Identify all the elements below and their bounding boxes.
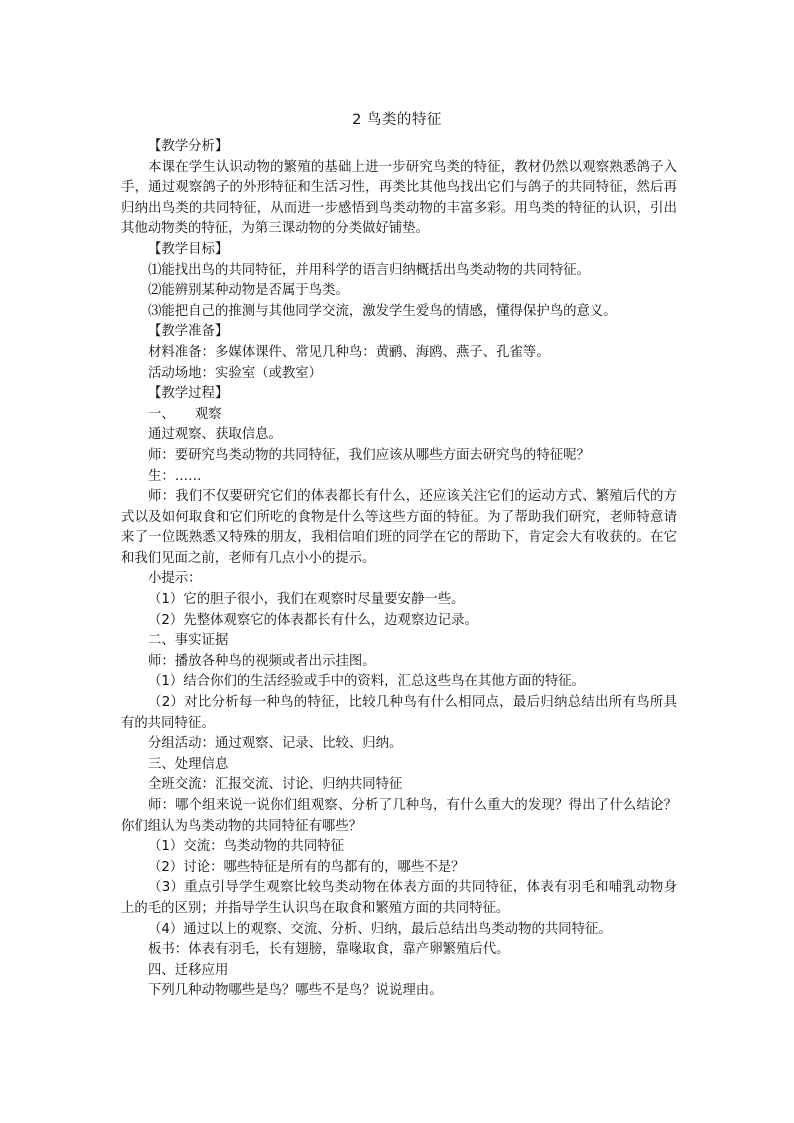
document-title: 2 鸟类的特征 — [352, 112, 442, 128]
paragraph-text: 通过观察、获取信息。 — [148, 427, 282, 443]
document-body — [121, 137, 677, 1002]
list-item: （2）对比分析每一种鸟的特征，比较几种鸟有什么相同点，最后归纳总结出所有鸟所具有的共同特征。 — [121, 695, 677, 731]
list-item: （2）讨论：哪些特征是所有的鸟都有的，哪些不是？ — [148, 859, 465, 875]
list-item: （1）它的胆子很小，我们在观察时尽量要安静一些。 — [148, 592, 465, 608]
section-heading-analysis: 【教学分析】 — [148, 139, 229, 154]
section-heading-process: 【教学过程】 — [148, 386, 229, 402]
list-item: （3）重点引导学生观察比较鸟类动物在体表方面的共同特征，体表有羽毛和哺乳动物身上的毛的区别；并指导学生认识鸟在取食和繁殖方面的共同特征。 — [121, 880, 677, 916]
paragraph-text: 下列几种动物哪些是鸟？哪些不是鸟？说说理由。 — [148, 983, 443, 999]
paragraph-text: 师：我们不仅要研究它们的体表都长有什么，还应该关注它们的运动方式、繁殖后代的方式以及如何取食和它们所吃的食物是什么等这些方面的特征。为了帮助我们研究，老师特意请来了一位既熟悉又特殊的朋友，我相信咱们班的同学在它的帮助下，肯定会大有收获的。在它和我们见面之前，老师有几点小小的提示。 — [121, 489, 677, 566]
step-heading-observe: 一、 观察 — [148, 406, 222, 422]
paragraph-text: 师：哪个组来说一说你们组观察、分析了几种鸟，有什么重大的发现？得出了什么结论？你们组认为鸟类动物的共同特征有哪些？ — [121, 798, 677, 834]
paragraph-text: 小提示： — [148, 571, 202, 587]
paragraph-text: 全班交流：汇报交流、讨论、归纳共同特征 — [148, 777, 403, 793]
section-heading-preparation: 【教学准备】 — [148, 324, 229, 340]
paragraph-text: 生：…… — [148, 468, 202, 484]
preparation-materials: 材料准备：多媒体课件、常见几种鸟：黄鹂、海鸥、燕子、孔雀等。 — [148, 344, 550, 360]
goal-item-2: ⑵能辨别某种动物是否属于鸟类。 — [148, 283, 349, 299]
list-item: （1）结合你们的生活经验或手中的资料，汇总这些鸟在其他方面的特征。 — [148, 674, 586, 690]
step-heading-apply: 四、迁移应用 — [148, 962, 229, 978]
section-heading-goals: 【教学目标】 — [148, 241, 229, 257]
preparation-venue: 活动场地：实验室（或教室） — [148, 365, 323, 381]
paragraph-text: 板书：体表有羽毛，长有翅膀，靠喙取食，靠产卵繁殖后代。 — [148, 942, 510, 958]
paragraph-analysis: 本课在学生认识动物的繁殖的基础上进一步研究鸟类的特征，教材仍然以观察熟悉鸽子入手，通过观察鸽子的外形特征和生活习性，再类比其他鸟找出它们与鸽子的共同特征，然后再归纳出鸟类的共同特征，从而进一步感悟到鸟类动物的丰富多彩。用鸟类的特征的认识，引出其他动物类的特征，为第三课动物的分类做好铺垫。 — [121, 159, 677, 237]
goal-item-1: ⑴能找出鸟的共同特征，并用科学的语言归纳概括出鸟类动物的共同特征。 — [148, 262, 590, 278]
list-item: （4）通过以上的观察、交流、分析、归纳，最后总结出鸟类动物的共同特征。 — [148, 921, 612, 937]
step-heading-evidence: 二、事实证据 — [148, 633, 229, 649]
paragraph-text: 分组活动：通过观察、记录、比较、归纳。 — [148, 736, 403, 752]
step-heading-process-info: 三、处理信息 — [148, 756, 229, 772]
list-item: （1）交流：鸟类动物的共同特征 — [148, 839, 344, 855]
paragraph-text: 师：播放各种鸟的视频或者出示挂图。 — [148, 653, 376, 669]
goal-item-3: ⑶能把自己的推测与其他同学交流，激发学生爱鸟的情感，懂得保护鸟的意义。 — [148, 303, 617, 319]
paragraph-text: 师：要研究鸟类动物的共同特征，我们应该从哪些方面去研究鸟的特征呢？ — [148, 447, 590, 463]
list-item: （2）先整体观察它的体表都长有什么，边观察边记录。 — [148, 612, 478, 628]
